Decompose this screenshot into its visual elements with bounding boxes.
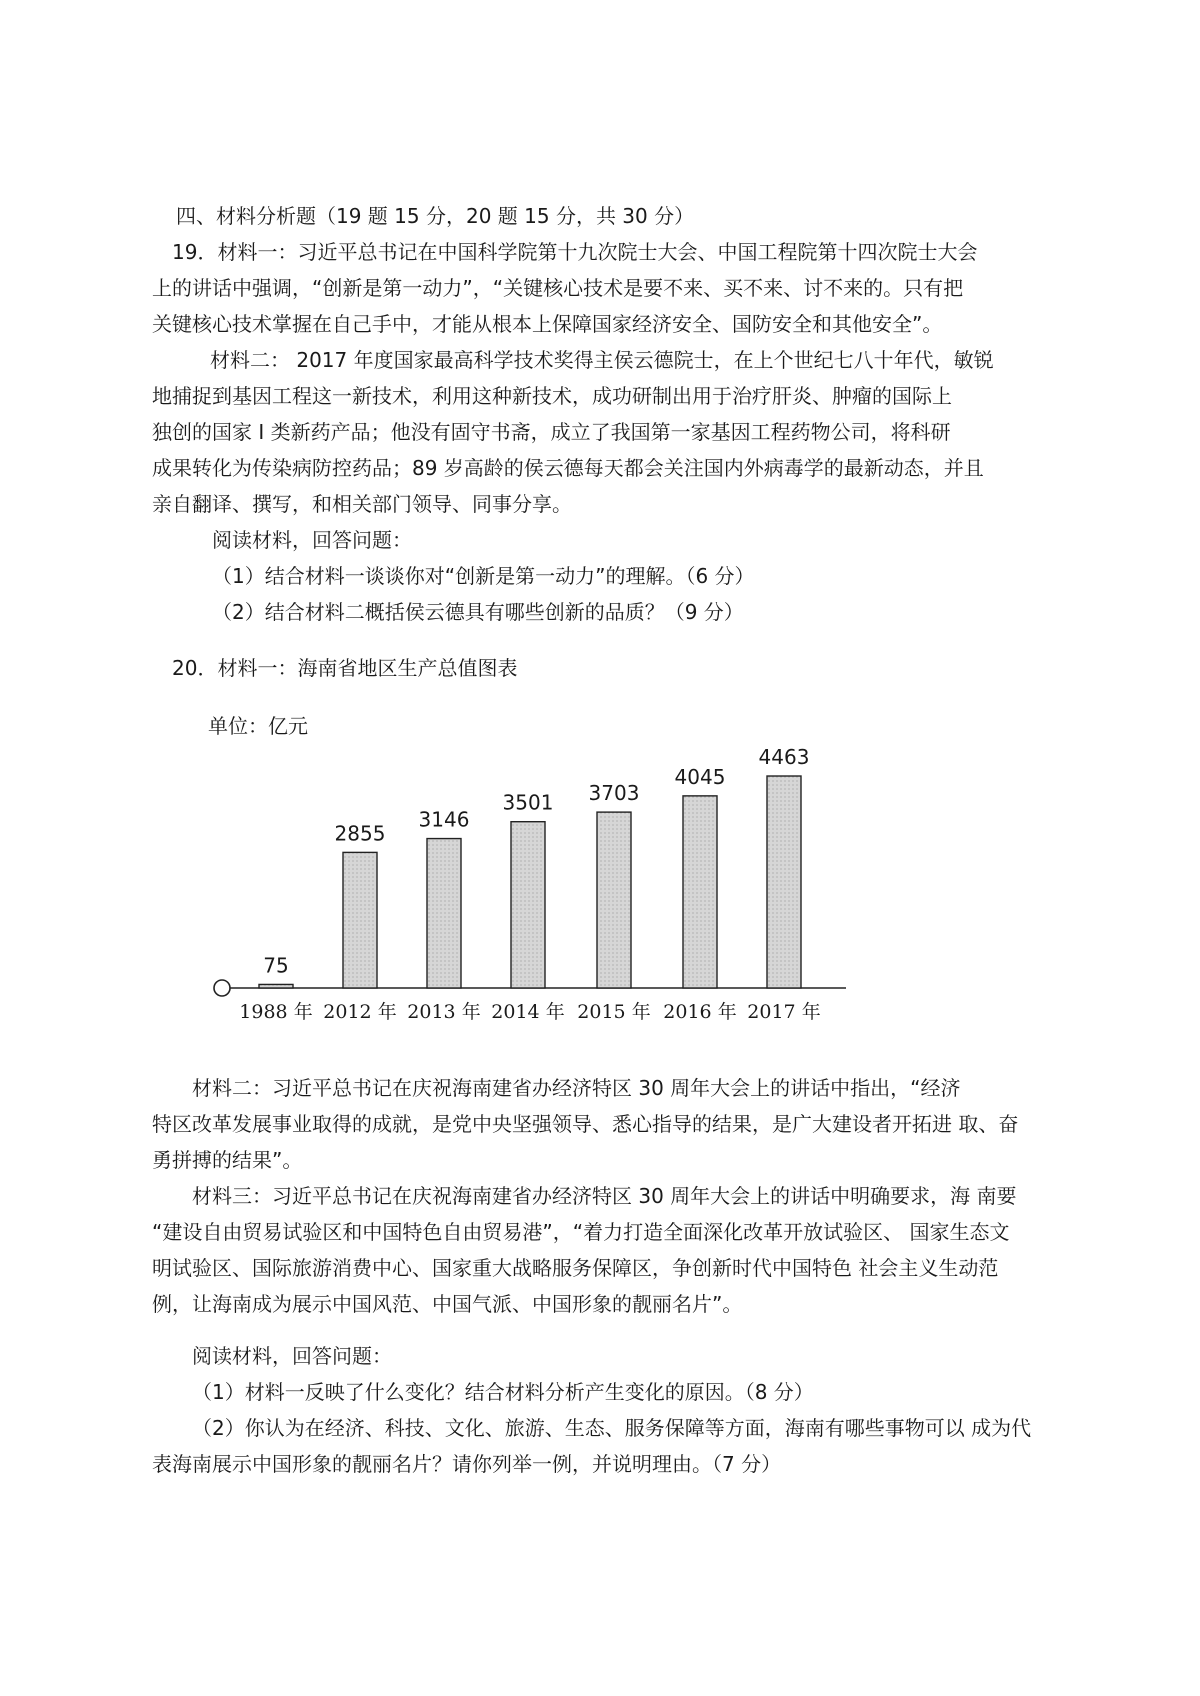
bar-2013	[427, 839, 461, 988]
bar-value-label: 4463	[758, 745, 810, 770]
bar-2017	[767, 776, 801, 988]
q19-material2-line4: 成果转化为传染病防控药品；89 岁高龄的侯云德每天都会关注国内外病毒学的最新动态，并且	[152, 456, 984, 480]
x-tick-label: 2017 年	[747, 1001, 821, 1023]
bar-1988	[259, 984, 293, 988]
q20-material2-line2: 特区改革发展事业取得的成就，是党中央坚强领导、悉心指导的结果，是广大建设者开拓进 取、奋	[152, 1112, 1019, 1136]
bar-2014	[511, 822, 545, 988]
q19-material2-line1: 材料二： 2017 年度国家最高科学技术奖得主侯云德院士，在上个世纪七八十年代，敏锐	[210, 348, 994, 372]
x-tick-label: 2015 年	[577, 1001, 651, 1023]
q19-material1-line1: 19．材料一：习近平总书记在中国科学院第十九次院士大会、中国工程院第十四次院士大会	[172, 240, 978, 264]
q20-question2-line1: （2）你认为在经济、科技、文化、旅游、生态、服务保障等方面，海南有哪些事物可以 成为代	[192, 1416, 1032, 1440]
q20-material3-line2: “建设自由贸易试验区和中国特色自由贸易港”，“着力打造全面深化改革开放试验区、 国家生态文	[152, 1220, 1010, 1244]
q19-material1-line2: 上的讲话中强调，“创新是第一动力”，“关键核心技术是要不来、买不来、讨不来的。只有把	[152, 276, 964, 300]
q19-material1-line3: 关键核心技术掌握在自己手中，才能从根本上保障国家经济安全、国防安全和其他安全”。	[152, 312, 943, 336]
q20-material3-line3: 明试验区、国际旅游消费中心、国家重大战略服务保障区，争创新时代中国特色 社会主义生动范	[152, 1256, 999, 1280]
section-title: 四、材料分析题（19 题 15 分，20 题 15 分，共 30 分）	[176, 204, 695, 228]
bar-value-label: 4045	[674, 764, 726, 789]
q19-material2-line2: 地捕捉到基因工程这一新技术，利用这种新技术，成功研制出用于治疗肝炎、肿瘤的国际上	[152, 384, 952, 408]
x-tick-label: 2014 年	[491, 1001, 565, 1023]
chart-unit-label: 单位：亿元	[208, 714, 308, 738]
x-tick-label: 1988 年	[239, 1001, 313, 1023]
q19-question1: （1）结合材料一谈谈你对“创新是第一动力”的理解。（6 分）	[212, 564, 755, 588]
q20-material1: 20．材料一：海南省地区生产总值图表	[172, 656, 518, 680]
bar-value-label: 3703	[588, 781, 640, 806]
x-tick-label: 2013 年	[407, 1001, 481, 1023]
bar-value-label: 75	[263, 953, 289, 978]
q20-question1: （1）材料一反映了什么变化？结合材料分析产生变化的原因。（8 分）	[192, 1380, 814, 1404]
q20-material2-line1: 材料二：习近平总书记在庆祝海南建省办经济特区 30 周年大会上的讲话中指出，“经济	[192, 1076, 961, 1100]
q20-question2-line2: 表海南展示中国形象的靓丽名片？请你列举一例，并说明理由。（7 分）	[152, 1452, 782, 1476]
q19-prompt: 阅读材料，回答问题：	[212, 528, 412, 552]
q19-material2-line5: 亲自翻译、撰写，和相关部门领导、同事分享。	[152, 492, 572, 516]
bar-value-label: 2855	[334, 821, 386, 846]
gdp-bar-chart	[200, 700, 940, 1040]
q20-material3-line1: 材料三：习近平总书记在庆祝海南建省办经济特区 30 周年大会上的讲话中明确要求，海 南要	[192, 1184, 1017, 1208]
bar-2015	[597, 812, 631, 988]
q20-material2-line3: 勇拼搏的结果”。	[152, 1148, 303, 1172]
bar-2012	[343, 852, 377, 988]
q20-material3-line4: 例，让海南成为展示中国风范、中国气派、中国形象的靓丽名片”。	[152, 1292, 743, 1316]
x-tick-label: 2012 年	[323, 1001, 397, 1023]
q20-prompt: 阅读材料，回答问题：	[192, 1344, 392, 1368]
x-tick-label: 2016 年	[663, 1001, 737, 1023]
gdp-bar-chart-svg	[200, 700, 940, 1040]
bar-value-label: 3146	[418, 807, 470, 832]
q19-material2-line3: 独创的国家 I 类新药产品；他没有固守书斋，成立了我国第一家基因工程药物公司，将科研	[152, 420, 951, 444]
bar-2016	[683, 796, 717, 988]
q19-question2: （2）结合材料二概括侯云德具有哪些创新的品质？（9 分）	[212, 600, 744, 624]
axis-origin-circle	[214, 980, 230, 996]
bar-value-label: 3501	[502, 790, 554, 815]
